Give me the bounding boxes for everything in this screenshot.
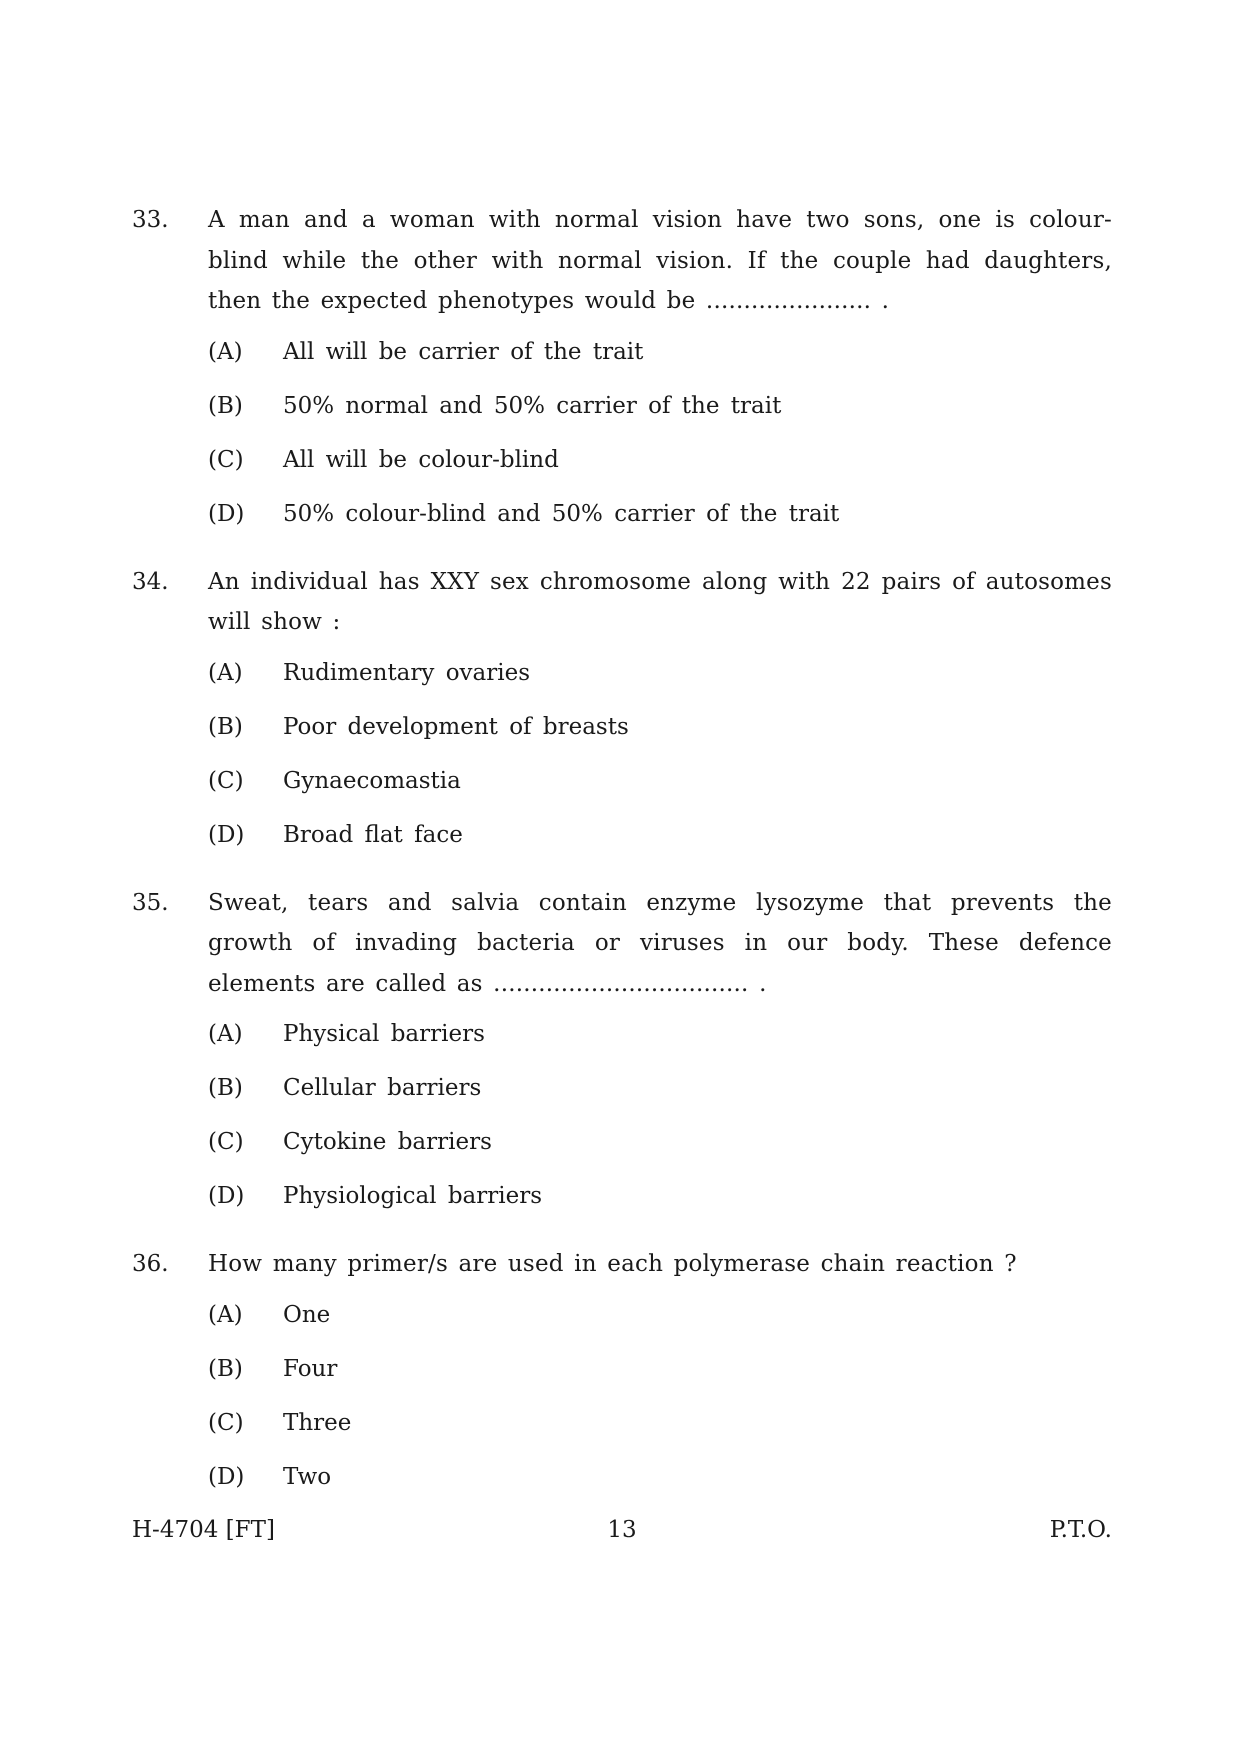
- option-list: [208, 1295, 1112, 1511]
- question-text: How many primer/s are used in each polymerase chain reaction ?: [208, 1251, 1017, 1277]
- option-text: Physical barriers: [283, 1021, 485, 1047]
- option-b: [208, 1349, 1112, 1403]
- question-35: [132, 883, 1112, 1231]
- option-letter: (B): [208, 713, 243, 740]
- option-d: [208, 815, 1112, 869]
- option-b: [208, 1068, 1112, 1122]
- page-footer: [132, 1510, 1112, 1550]
- question-list: [132, 200, 1112, 1525]
- question-text: An individual has XXY sex chromosome along with 22 pairs of autosomes will show :: [208, 568, 1112, 635]
- option-text: Two: [283, 1463, 332, 1490]
- please-turn-over: P.T.O.: [1049, 1517, 1112, 1543]
- option-text: Gynaecomastia: [283, 767, 461, 794]
- option-text: Cellular barriers: [283, 1075, 482, 1101]
- option-letter: (C): [208, 1129, 244, 1155]
- option-text: Rudimentary ovaries: [283, 659, 531, 686]
- option-letter: (C): [208, 767, 244, 794]
- paper-code: H-4704 [FT]: [132, 1517, 275, 1543]
- option-c: [208, 440, 1112, 494]
- question-number: 34.: [132, 568, 169, 595]
- option-letter: (D): [208, 1463, 245, 1490]
- question-number: 35.: [132, 889, 169, 916]
- page-number: 13: [607, 1517, 637, 1543]
- option-d: [208, 1457, 1112, 1511]
- option-list: [208, 332, 1112, 548]
- option-text: Cytokine barriers: [283, 1129, 492, 1155]
- option-text: Broad flat face: [283, 821, 463, 848]
- option-a: [208, 653, 1112, 707]
- option-b: [208, 386, 1112, 440]
- option-a: [208, 332, 1112, 386]
- option-text: Four: [283, 1355, 338, 1382]
- option-text: 50% normal and 50% carrier of the trait: [283, 392, 782, 419]
- option-text: All will be colour-blind: [283, 446, 559, 473]
- question-text: A man and a woman with normal vision have two sons, one is colour-blind while the other with normal vision. If the couple had daughters, then the expected phenotypes would be ...................... .: [208, 207, 1112, 314]
- option-text: 50% colour-blind and 50% carrier of the trait: [283, 500, 840, 527]
- option-text: Three: [283, 1409, 352, 1436]
- option-letter: (D): [208, 1183, 245, 1209]
- option-text: Physiological barriers: [283, 1183, 543, 1209]
- option-a: [208, 1014, 1112, 1068]
- option-letter: (B): [208, 392, 243, 419]
- option-d: [208, 494, 1112, 548]
- option-letter: (A): [208, 338, 243, 365]
- option-text: One: [283, 1301, 331, 1328]
- option-list: [208, 653, 1112, 869]
- option-letter: (A): [208, 1301, 243, 1328]
- option-letter: (D): [208, 821, 245, 848]
- option-letter: (C): [208, 446, 244, 473]
- option-letter: (B): [208, 1075, 243, 1101]
- option-letter: (A): [208, 1021, 243, 1047]
- option-a: [208, 1295, 1112, 1349]
- option-letter: (D): [208, 500, 245, 527]
- option-c: [208, 1122, 1112, 1176]
- option-letter: (A): [208, 659, 243, 686]
- question-number: 36.: [132, 1251, 169, 1277]
- option-b: [208, 707, 1112, 761]
- question-34: [132, 562, 1112, 869]
- question-33: [132, 200, 1112, 548]
- option-text: All will be carrier of the trait: [283, 338, 644, 365]
- option-letter: (B): [208, 1355, 243, 1382]
- question-number: 33.: [132, 207, 169, 233]
- option-text: Poor development of breasts: [283, 713, 629, 740]
- option-d: [208, 1176, 1112, 1230]
- option-c: [208, 1403, 1112, 1457]
- question-36: [132, 1244, 1112, 1511]
- option-c: [208, 761, 1112, 815]
- option-letter: (C): [208, 1409, 244, 1436]
- question-text: Sweat, tears and salvia contain enzyme lysozyme that prevents the growth of invading bacteria or viruses in our body. These defence elements are called as .................................. .: [208, 889, 1112, 997]
- option-list: [208, 1014, 1112, 1230]
